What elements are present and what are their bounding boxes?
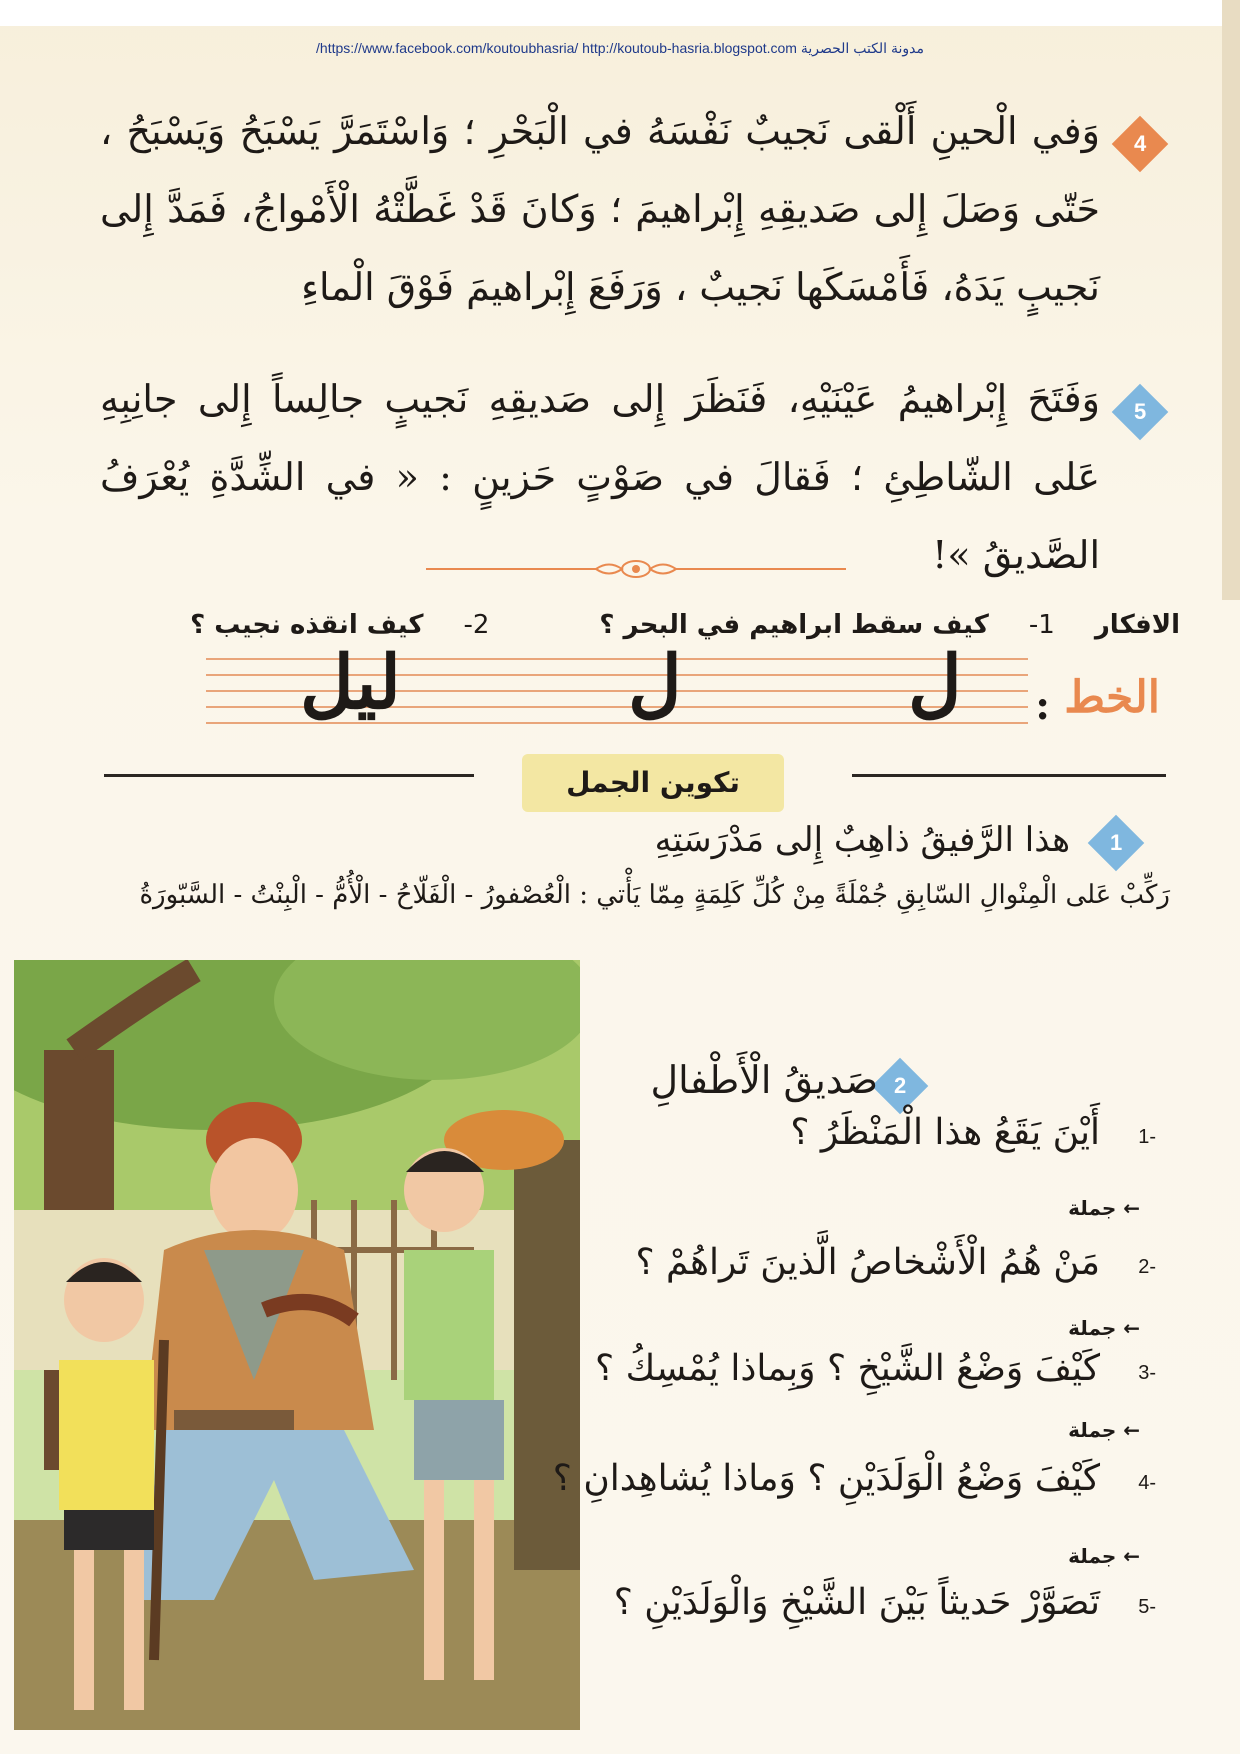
- exercise-1-number-badge: 1: [1088, 815, 1145, 872]
- question-3-number: 3-: [1138, 1362, 1156, 1384]
- paragraph-5-number-badge: 5: [1112, 384, 1169, 441]
- handwriting-letter-2: ل: [628, 640, 682, 726]
- exercise-1-model-sentence: هذا الرَّفيقُ ذاهِبٌ إِلى مَدْرَسَتِهِ: [654, 820, 1070, 860]
- handwriting-word: ليل: [300, 640, 401, 726]
- exercise-2-title: صَديقُ الْأَطْفالِ: [650, 1058, 878, 1102]
- page-edge: [1222, 0, 1240, 600]
- ideas-question-1: كيف سقط ابراهيم في البحر ؟: [599, 610, 989, 640]
- question-4-text: كَيْفَ وَضْعُ الْوَلَدَيْنِ ؟ وَماذا يُشاهِدانِ ؟: [552, 1458, 1100, 1499]
- question-2-number: 2-: [1138, 1256, 1156, 1278]
- decorative-divider: [426, 560, 846, 578]
- question-5-number: 5-: [1138, 1596, 1156, 1618]
- section-title: تكوين الجمل: [522, 754, 784, 812]
- top-margin: [0, 0, 1240, 26]
- handwriting-label: الخط: [1064, 672, 1160, 723]
- section-rule-right: [852, 774, 1166, 777]
- story-paragraph-4: وَفي الْحينِ أَلْقى نَجيبٌ نَفْسَهُ في الْبَحْرِ ؛ وَاسْتَمَرَّ يَسْبَحُ وَيَسْبَحُ ، حَتّى وَصَلَ إِلى صَديقِهِ إِبْراهيمَ ؛ وَكانَ قَدْ غَطَّتْهُ الْأَمْواجُ، فَمَدَّ إِلى نَجيبٍ يَدَهُ، فَأَمْسَكَها نَجيبٌ ، وَرَفَعَ إِبْراهيمَ فَوْقَ الْماءِ: [100, 109, 1100, 309]
- ideas-q2-number: 2-: [463, 610, 490, 640]
- question-2-answer-prompt: ← جملة: [1068, 1316, 1140, 1340]
- question-1-text: أَيْنَ يَقَعُ هذا الْمَنْظَرُ ؟: [790, 1112, 1100, 1153]
- question-3-answer-prompt: ← جملة: [1068, 1418, 1140, 1442]
- ideas-questions: [60, 610, 1180, 640]
- illustration-old-man-and-boys: [14, 960, 580, 1730]
- handwriting-colon: :: [1035, 682, 1050, 729]
- question-3-text: كَيْفَ وَضْعُ الشَّيْخِ ؟ وَبِماذا يُمْسِكُ ؟: [595, 1348, 1100, 1389]
- ideas-q1-number: 1-: [1028, 610, 1055, 640]
- story-paragraph-5: وَفَتَحَ إِبْراهيمُ عَيْنَيْهِ، فَنَظَرَ إِلى صَديقِهِ نَجيبٍ جالِساً إِلى جانِبِهِ عَلى الشّاطِئِ ؛ فَقالَ في صَوْتٍ حَزينٍ : « في الشِّدَّةِ يُعْرَفُ الصَّديقُ »!: [100, 377, 1100, 577]
- section-rule-left: [104, 774, 474, 777]
- question-4-answer-prompt: ← جملة: [1068, 1544, 1140, 1568]
- question-5-text: تَصَوَّرْ حَديثاً بَيْنَ الشَّيْخِ وَالْوَلَدَيْنِ ؟: [613, 1582, 1100, 1623]
- source-header[interactable]: /https://www.facebook.com/koutoubhasria/ http://koutoub-hasria.blogspot.com مدونة الكتب الحصرية: [316, 40, 924, 56]
- ideas-question-2: كيف انقذه نجيب ؟: [190, 610, 424, 640]
- ideas-label: الافكار: [1094, 610, 1180, 640]
- question-2-text: مَنْ هُمُ الْأَشْخاصُ الَّذينَ تَراهُمْ ؟: [635, 1242, 1100, 1283]
- question-4-number: 4-: [1138, 1472, 1156, 1494]
- exercise-2-number-badge: 2: [872, 1058, 929, 1115]
- paragraph-4-number-badge: 4: [1112, 116, 1169, 173]
- handwriting-letter-1: ل: [908, 640, 962, 726]
- question-1-answer-prompt: ← جملة: [1068, 1196, 1140, 1220]
- question-1-number: 1-: [1138, 1126, 1156, 1148]
- exercise-1-instruction: رَكِّبْ عَلى الْمِنْوالِ السّابِقِ جُمْلَةً مِنْ كُلِّ كَلِمَةٍ مِمّا يَأْتي : الْعُصْفورُ - الْفَلّاحُ - الْأُمُّ - الْبِنْتُ - السَّبّورَةُ: [139, 880, 1170, 910]
